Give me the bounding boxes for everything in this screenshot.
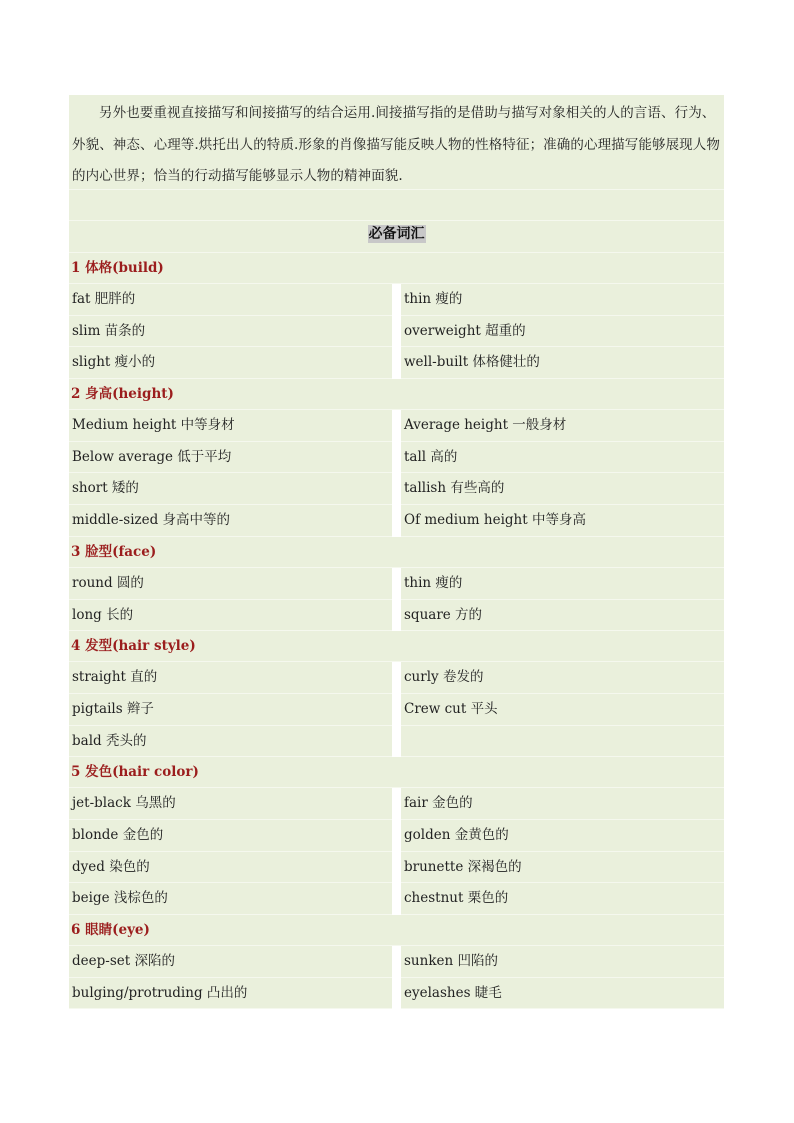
vocab-row	[69, 662, 724, 694]
vocab-term-left: dyed 染色的	[69, 852, 392, 884]
vocab-term-left: blonde 金色的	[69, 820, 392, 852]
column-separator	[392, 662, 401, 694]
vocab-term-right: golden 金黄色的	[401, 820, 724, 852]
vocab-row	[69, 473, 724, 505]
intro-paragraph: 另外也要重视直接描写和间接描写的结合运用.间接描写指的是借助与描写对象相关的人的言语、行为、外貌、神态、心理等.烘托出人的特质.形象的肖像描写能反映人物的性格特征；准确的心理描写能够展现人物的内心世界；恰当的行动描写能够显示人物的精神面貌.	[69, 95, 724, 190]
section-title: 1 体格(build)	[69, 253, 724, 284]
vocabulary-heading: 必备词汇	[368, 226, 425, 242]
vocab-term-left: deep-set 深陷的	[69, 946, 392, 978]
vocab-term-right: Average height 一般身材	[401, 410, 724, 442]
vocab-term-left: bulging/protruding 凸出的	[69, 978, 392, 1010]
vocab-row	[69, 788, 724, 820]
vocab-term-left: pigtails 辫子	[69, 694, 392, 726]
vocab-term-right: brunette 深褐色的	[401, 852, 724, 884]
section-title: 2 身高(height)	[69, 379, 724, 410]
column-separator	[392, 347, 401, 379]
vocab-term-left: slim 苗条的	[69, 316, 392, 348]
vocab-row	[69, 694, 724, 726]
vocab-row	[69, 284, 724, 316]
column-separator	[392, 820, 401, 852]
heading-row	[69, 221, 724, 253]
vocab-row	[69, 978, 724, 1010]
vocab-term-right: Of medium height 中等身高	[401, 505, 724, 537]
vocab-term-right: overweight 超重的	[401, 316, 724, 348]
vocab-row	[69, 883, 724, 915]
column-separator	[392, 505, 401, 537]
vocab-term-right: Crew cut 平头	[401, 694, 724, 726]
vocabulary-sections	[69, 253, 724, 1009]
vocab-term-left: Medium height 中等身材	[69, 410, 392, 442]
column-separator	[392, 442, 401, 474]
vocab-term-left: slight 瘦小的	[69, 347, 392, 379]
column-separator	[392, 946, 401, 978]
vocab-row	[69, 410, 724, 442]
column-separator	[392, 410, 401, 442]
vocab-row	[69, 505, 724, 537]
vocab-term-right: thin 瘦的	[401, 568, 724, 600]
document-body	[69, 95, 724, 1009]
column-separator	[392, 284, 401, 316]
section-title: 4 发型(hair style)	[69, 631, 724, 662]
vocab-row	[69, 568, 724, 600]
section-title: 3 脸型(face)	[69, 537, 724, 568]
vocab-term-left: middle-sized 身高中等的	[69, 505, 392, 537]
vocab-term-right: curly 卷发的	[401, 662, 724, 694]
vocab-term-right: eyelashes 睫毛	[401, 978, 724, 1010]
vocab-row	[69, 820, 724, 852]
vocab-term-left: short 矮的	[69, 473, 392, 505]
vocab-term-right: thin 瘦的	[401, 284, 724, 316]
vocab-term-right: tallish 有些高的	[401, 473, 724, 505]
vocab-term-right: well-built 体格健壮的	[401, 347, 724, 379]
column-separator	[392, 316, 401, 348]
vocab-row	[69, 316, 724, 348]
vocab-term-right: square 方的	[401, 600, 724, 632]
vocab-row	[69, 852, 724, 884]
column-separator	[392, 883, 401, 915]
vocab-term-left: bald 秃头的	[69, 726, 392, 758]
vocab-term-right: fair 金色的	[401, 788, 724, 820]
vocab-row	[69, 442, 724, 474]
column-separator	[392, 694, 401, 726]
section-title: 5 发色(hair color)	[69, 757, 724, 788]
vocab-term-left: beige 浅棕色的	[69, 883, 392, 915]
column-separator	[392, 473, 401, 505]
vocab-term-left: round 圆的	[69, 568, 392, 600]
vocab-term-left: jet-black 乌黑的	[69, 788, 392, 820]
vocab-term-right: tall 高的	[401, 442, 724, 474]
column-separator	[392, 788, 401, 820]
vocab-row	[69, 600, 724, 632]
column-separator	[392, 726, 401, 758]
section-title: 6 眼睛(eye)	[69, 915, 724, 946]
vocab-row	[69, 347, 724, 379]
vocab-term-left: long 长的	[69, 600, 392, 632]
vocab-row	[69, 726, 724, 758]
vocab-term-left: Below average 低于平均	[69, 442, 392, 474]
column-separator	[392, 600, 401, 632]
vocab-row	[69, 946, 724, 978]
vocab-term-left: straight 直的	[69, 662, 392, 694]
column-separator	[392, 978, 401, 1010]
column-separator	[392, 852, 401, 884]
vocab-term-right	[401, 726, 724, 758]
vocab-term-right: sunken 凹陷的	[401, 946, 724, 978]
vocab-term-right: chestnut 栗色的	[401, 883, 724, 915]
vocab-term-left: fat 肥胖的	[69, 284, 392, 316]
spacer-row	[69, 190, 724, 221]
column-separator	[392, 568, 401, 600]
